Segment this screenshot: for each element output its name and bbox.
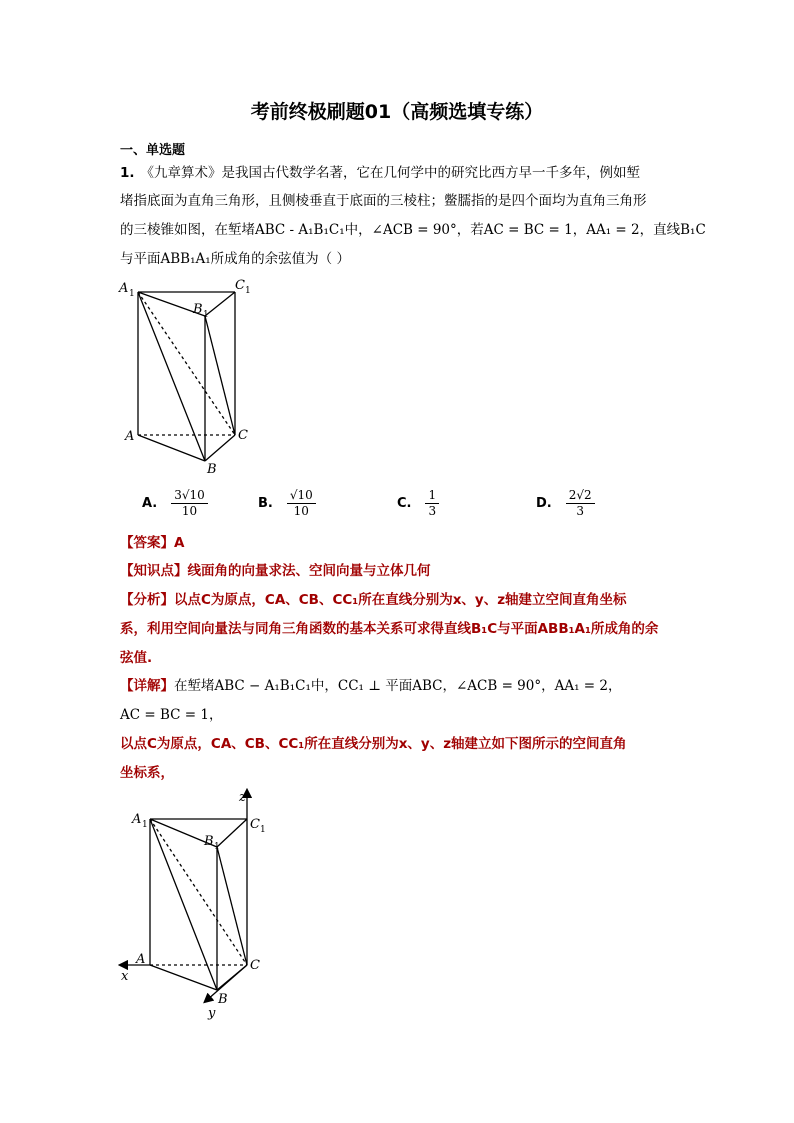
label-b: B: [218, 992, 228, 1007]
question-text-3: 的三棱锥如图，在堑堵ABC - A₁B₁C₁中，∠ACB = 90°，若AC = BC = 1，AA₁ = 2，直线B₁C: [120, 222, 706, 238]
label-c: C: [250, 958, 260, 973]
svg-text:1: 1: [203, 310, 209, 320]
fraction: $\frac{2√2}{3}$: [566, 488, 595, 519]
label-a1: A: [132, 812, 142, 827]
svg-text:1: 1: [260, 825, 266, 835]
question-text-1: 《九章算术》是我国古代数学名著，它在几何学中的研究比西方早一千多年，例如堑: [140, 165, 641, 181]
section-heading: 一、单选题: [120, 143, 186, 158]
fraction: $\frac{1}{3}$: [425, 488, 439, 519]
analysis-line-1: 【分析】以点C为原点，CA、CB、CC₁所在直线分别为x、y、z轴建立空间直角坐标: [120, 592, 627, 608]
detail-line-1: 【详解】在堑堵ABC − A₁B₁C₁中，CC₁ ⊥ 平面ABC，∠ACB = 90°，AA₁ = 2，: [120, 678, 622, 694]
page-title: 考前终极刷题01（高频选填专练）: [250, 101, 544, 123]
label-b1: B: [204, 834, 214, 849]
label-c1: C: [250, 817, 260, 832]
question-text-2: 堵指底面为直角三角形，且侧棱垂直于底面的三棱柱；鳖臑指的是四个面均为直角三角形: [120, 193, 647, 209]
label-a: A: [136, 952, 146, 967]
answer-value: A: [174, 535, 185, 551]
prism-figure-1: [115, 278, 265, 478]
question-line-1: [120, 164, 640, 182]
fraction: $\frac{3√10}{10}$: [171, 488, 208, 519]
answer-line: 【答案】A: [120, 535, 185, 551]
label-c1: C: [235, 278, 245, 293]
label-c: C: [238, 428, 248, 443]
fraction: $\frac{√10}{10}$: [287, 488, 316, 519]
svg-text:1: 1: [142, 820, 148, 830]
knowledge-line: 【知识点】线面角的向量求法、空间向量与立体几何: [120, 563, 431, 579]
label-a1: A: [119, 281, 129, 296]
analysis-line-3: 弦值.: [120, 650, 153, 666]
svg-text:1: 1: [214, 842, 220, 852]
axis-z-label: z: [239, 790, 246, 805]
axis-x-label: x: [121, 969, 129, 984]
detail-line-3: 以点C为原点，CA、CB、CC₁所在直线分别为x、y、z轴建立如下图所示的空间直角: [120, 736, 627, 752]
question-text-4: 与平面ABB₁A₁所成角的余弦值为（ ）: [120, 251, 350, 267]
svg-text:1: 1: [129, 289, 135, 299]
label-b: B: [207, 462, 217, 477]
analysis-line-2: 系，利用空间向量法与同角三角函数的基本关系可求得直线B₁C与平面ABB₁A₁所成角的余: [120, 621, 659, 637]
option-d[interactable]: D. $\frac{2√2}{3}$: [536, 488, 595, 519]
axis-y-label: y: [208, 1006, 216, 1021]
question-number: 1.: [120, 165, 135, 181]
prism-figure-2-coordinates: [115, 785, 285, 1025]
svg-text:1: 1: [245, 286, 251, 296]
detail-line-4: 坐标系，: [120, 765, 174, 781]
detail-line-2: AC = BC = 1，: [120, 707, 223, 723]
label-b1: B: [193, 302, 203, 317]
option-a[interactable]: A. $\frac{3√10}{10}$: [142, 488, 208, 519]
label-a: A: [125, 429, 135, 444]
option-c[interactable]: C. $\frac{1}{3}$: [397, 488, 439, 519]
option-b[interactable]: B. $\frac{√10}{10}$: [258, 488, 316, 519]
